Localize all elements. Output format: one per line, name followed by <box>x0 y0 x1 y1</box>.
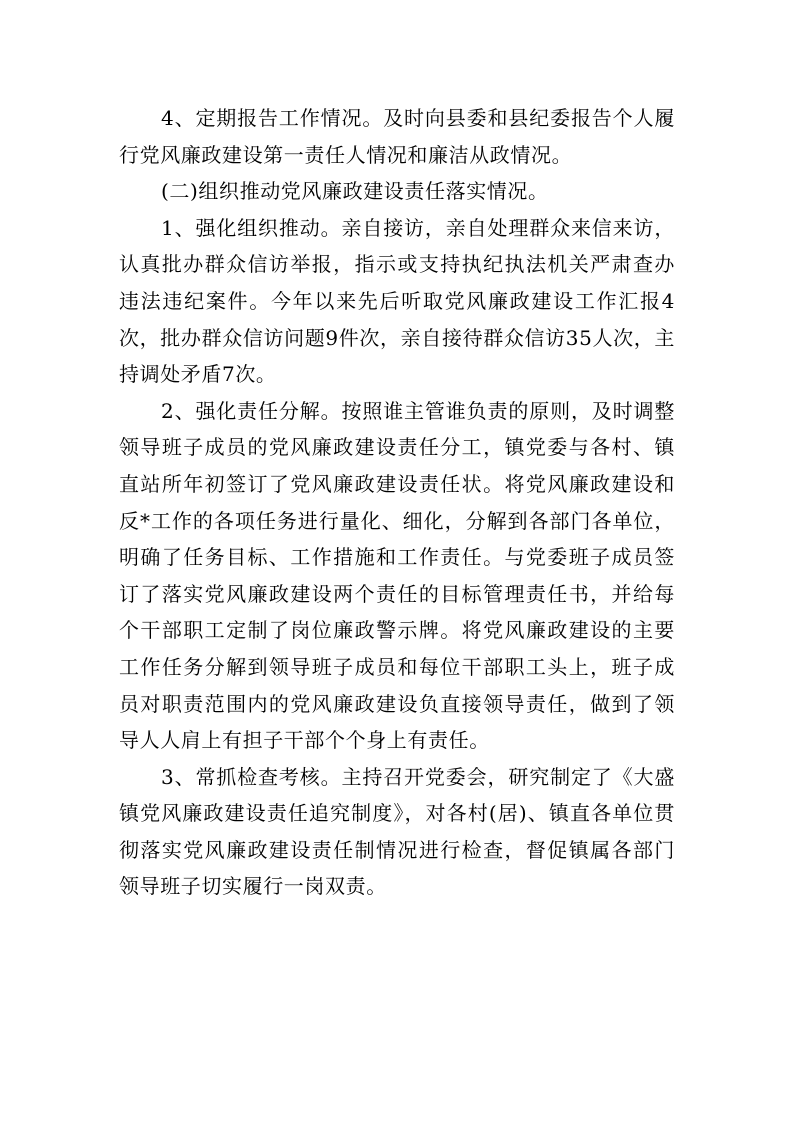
paragraph-report-work: 4、定期报告工作情况。及时向县委和县纪委报告个人履行党风廉政建设第一责任人情况和廉洁从政情况。 <box>119 106 675 167</box>
paragraph-inspection-assessment: 3、常抓检查考核。主持召开党委会，研究制定了《大盛镇党风廉政建设责任追究制度》，对各村(居)、镇直各单位贯彻落实党风廉政建设责任制情况进行检查，督促镇属各部门领导班子切实履行一岗双责。 <box>119 764 675 899</box>
section-heading-2: (二)组织推动党风廉政建设责任落实情况。 <box>161 179 549 204</box>
paragraph-responsibility-breakdown: 2、强化责任分解。按照谁主管谁负责的原则，及时调整领导班子成员的党风廉政建设责任分工，镇党委与各村、镇直站所年初签订了党风廉政建设责任状。将党风廉政建设和反*工作的各项任务进行量化、细化，分解到各部门各单位，明确了任务目标、工作措施和工作责任。与党委班子成员签订了落实党风廉政建设两个责任的目标管理责任书，并给每个干部职工定制了岗位廉政警示牌。将党风廉政建设的主要工作任务分解到领导班子成员和每位干部职工头上，班子成员对职责范围内的党风廉政建设负直接领导责任，做到了领导人人肩上有担子干部个个身上有责任。 <box>119 398 675 753</box>
paragraph-organize-promote: 1、强化组织推动。亲自接访，亲自处理群众来信来访，认真批办群众信访举报，指示或支持执纪执法机关严肃查办违法违纪案件。今年以来先后听取党风廉政建设工作汇报4次，批办群众信访问题9件次，亲自接待群众信访35人次，主持调处矛盾7次。 <box>119 215 675 387</box>
document-body <box>119 100 675 905</box>
